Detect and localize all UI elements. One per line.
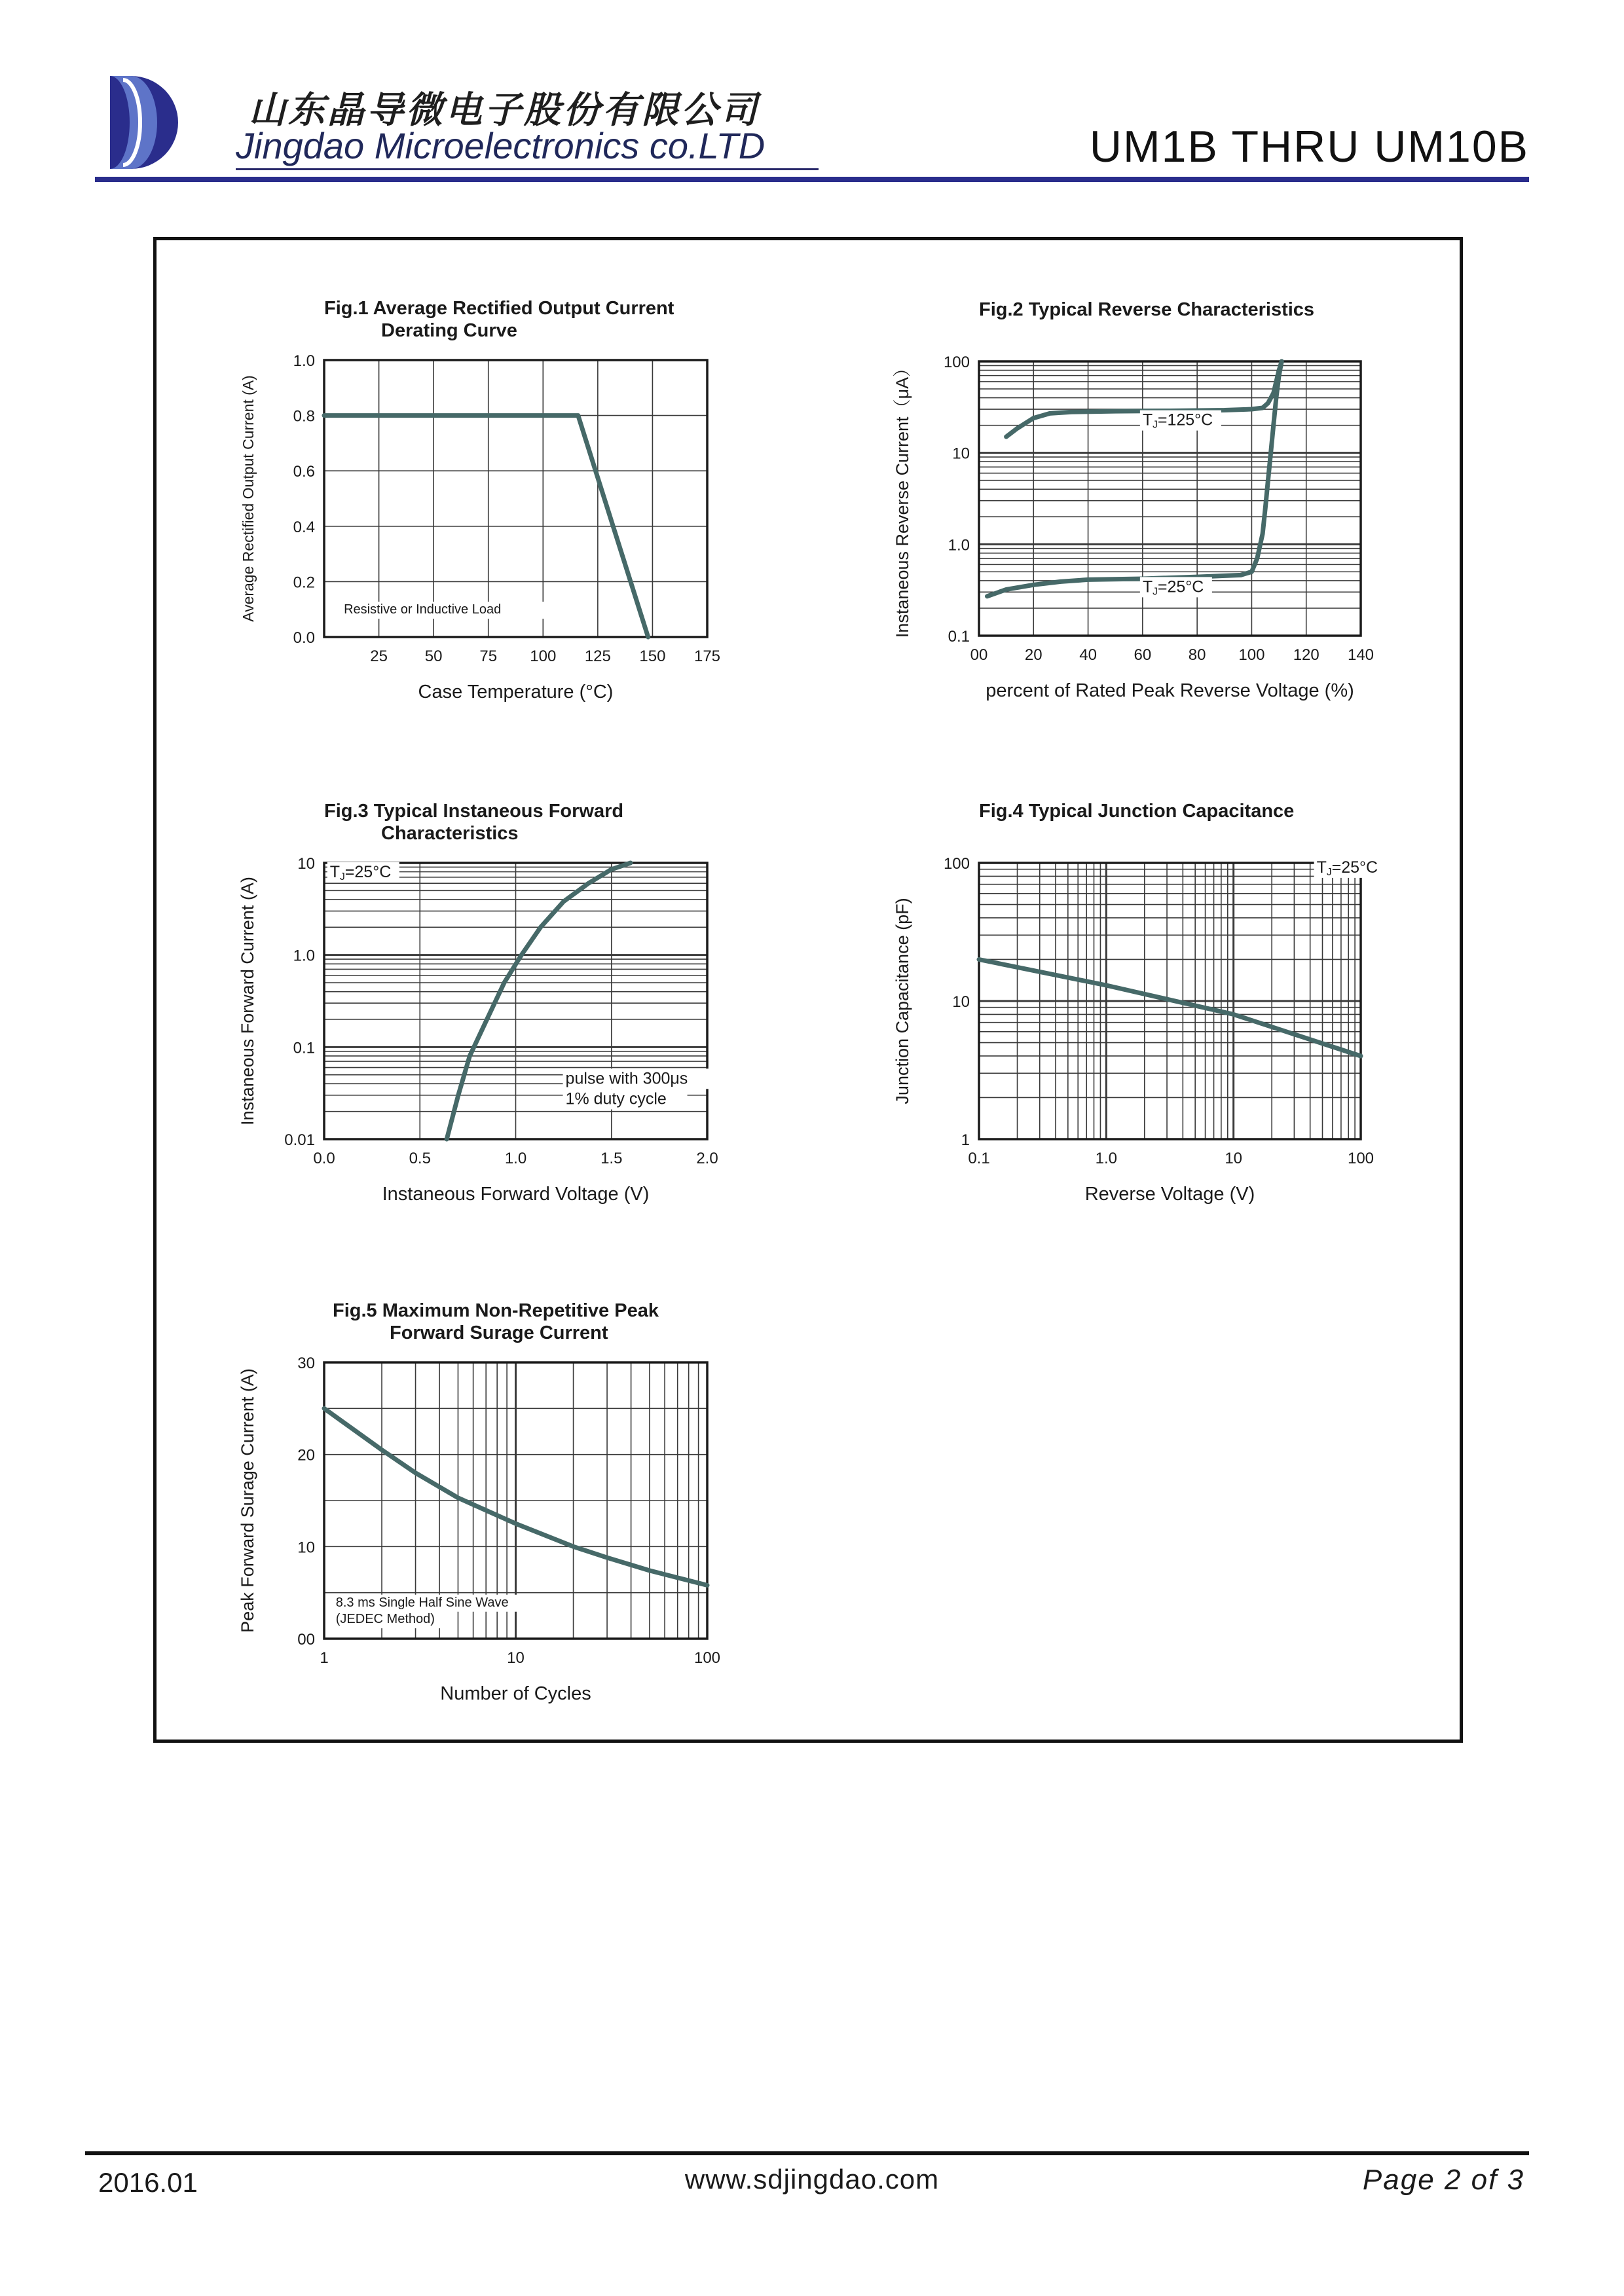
fig1-y-tick-label: 0.4 (293, 518, 315, 536)
fig1-x-tick-label: 150 (639, 647, 666, 665)
fig5-x-tick-label: 10 (507, 1649, 525, 1667)
fig1-plot-frame (324, 360, 707, 637)
company-name-chinese: 山东晶导微电子股份有限公司 (249, 89, 760, 132)
fig2-x-tick-label: 00 (970, 646, 988, 664)
fig2-y-tick-label: 1.0 (948, 536, 970, 555)
fig2-x-tick-label: 80 (1188, 646, 1206, 664)
fig1-y-tick-label: 0.8 (293, 407, 315, 426)
fig2-annotation: TJ=25°C (1142, 577, 1204, 598)
fig1-y-tick-label: 0.6 (293, 463, 315, 481)
fig2-x-tick-label: 140 (1347, 646, 1375, 664)
fig5-x-axis-label: Number of Cycles (440, 1683, 591, 1704)
fig3-y-axis-label: Instaneous Forward Current (A) (238, 877, 257, 1125)
fig5-annotation: (JEDEC Method) (335, 1612, 435, 1627)
fig4-x-tick-label: 0.1 (968, 1150, 990, 1167)
fig3-x-tick-label: 0.0 (313, 1150, 335, 1167)
fig2-title: Fig.2 Typical Reverse Characteristics (979, 299, 1315, 320)
fig5-annotation: 8.3 ms Single Half Sine Wave (335, 1595, 509, 1610)
fig1-x-tick-label: 100 (530, 647, 557, 665)
fig3-y-tick-label: 0.01 (284, 1131, 315, 1149)
fig1-y-axis-label: Average Rectified Output Current (A) (240, 375, 257, 622)
fig4-y-tick-label: 10 (952, 993, 970, 1011)
fig5-subtitle: Forward Surage Current (390, 1322, 608, 1343)
fig3-subtitle: Characteristics (381, 823, 519, 844)
fig4-y-tick-label: 1 (961, 1131, 970, 1149)
document-title: UM1B THRU UM10B (1089, 122, 1529, 172)
fig2-x-tick-label: 20 (1024, 646, 1043, 664)
fig2-x-tick-label: 60 (1134, 646, 1152, 664)
fig1-x-tick-label: 125 (584, 647, 611, 665)
fig2-annotation: TJ=125°C (1142, 410, 1213, 431)
fig1-x-tick-label: 75 (479, 647, 498, 665)
fig1-y-tick-label: 1.0 (293, 352, 315, 370)
fig4-annotation: TJ=25°C (1316, 858, 1378, 878)
fig3-y-tick-label: 10 (297, 855, 315, 873)
fig3-x-tick-label: 0.5 (409, 1150, 431, 1167)
footer-url: www.sdjingdao.com (684, 2164, 940, 2195)
fig5-title: Fig.5 Maximum Non-Repetitive Peak (333, 1300, 659, 1321)
fig1-x-tick-label: 50 (424, 647, 443, 665)
fig1-x-axis-label: Case Temperature (°C) (418, 682, 614, 702)
fig5-y-axis-label: Peak Forward Surage Current (A) (238, 1368, 257, 1633)
fig2-x-tick-label: 40 (1079, 646, 1097, 664)
fig1-annotation: Resistive or Inductive Load (344, 602, 502, 617)
fig5-y-tick-label: 20 (297, 1446, 315, 1465)
footer-rule (85, 2151, 1529, 2155)
fig1-title: Fig.1 Average Rectified Output Current (324, 298, 674, 319)
footer-page-number: Page 2 of 3 (1362, 2164, 1524, 2196)
fig5-y-tick-label: 10 (297, 1539, 315, 1557)
fig4-y-tick-label: 100 (943, 855, 970, 873)
footer-date: 2016.01 (98, 2167, 198, 2198)
fig2-y-tick-label: 10 (952, 445, 970, 463)
fig1-y-tick-label: 0.0 (293, 629, 315, 647)
fig4-y-axis-label: Junction Capacitance (pF) (893, 898, 912, 1104)
fig2-x-tick-label: 120 (1293, 646, 1320, 664)
fig4-x-tick-label: 100 (1347, 1150, 1375, 1167)
company-name-english: Jingdao Microelectronics co.LTD (236, 125, 766, 166)
fig5-x-tick-label: 1 (320, 1649, 329, 1667)
fig3-x-axis-label: Instaneous Forward Voltage (V) (382, 1184, 650, 1205)
fig2-y-tick-label: 100 (943, 354, 970, 371)
fig3-x-tick-label: 2.0 (696, 1150, 718, 1167)
fig1-x-tick-label: 175 (693, 647, 721, 665)
fig3-annotation: TJ=25°C (329, 862, 392, 883)
fig3-title: Fig.3 Typical Instaneous Forward (324, 801, 624, 822)
fig2-x-axis-label: percent of Rated Peak Reverse Voltage (%) (986, 680, 1354, 701)
fig4-x-tick-label: 10 (1225, 1150, 1243, 1167)
fig5-y-tick-label: 00 (297, 1631, 315, 1649)
fig2-y-axis-label: Instaneous Reverse Current（μA） (893, 359, 912, 638)
fig5-x-tick-label: 100 (693, 1649, 721, 1667)
fig2-y-tick-label: 0.1 (948, 628, 970, 646)
fig3-x-tick-label: 1.5 (600, 1150, 623, 1167)
fig3-annotation: pulse with 300μs (565, 1069, 688, 1088)
fig2-x-tick-label: 100 (1238, 646, 1265, 664)
fig1-subtitle: Derating Curve (381, 320, 517, 341)
fig4-x-axis-label: Reverse Voltage (V) (1084, 1184, 1255, 1205)
fig1-x-tick-label: 25 (370, 647, 388, 665)
fig3-y-tick-label: 0.1 (293, 1039, 315, 1057)
fig3-annotation: 1% duty cycle (565, 1089, 667, 1108)
fig3-x-tick-label: 1.0 (504, 1150, 527, 1167)
fig1-y-tick-label: 0.2 (293, 574, 315, 592)
fig5-y-tick-label: 30 (297, 1355, 315, 1372)
fig4-title: Fig.4 Typical Junction Capacitance (979, 801, 1295, 822)
fig4-x-tick-label: 1.0 (1095, 1150, 1118, 1167)
fig3-y-tick-label: 1.0 (293, 947, 315, 965)
fig2-series-line-2 (987, 361, 1282, 596)
